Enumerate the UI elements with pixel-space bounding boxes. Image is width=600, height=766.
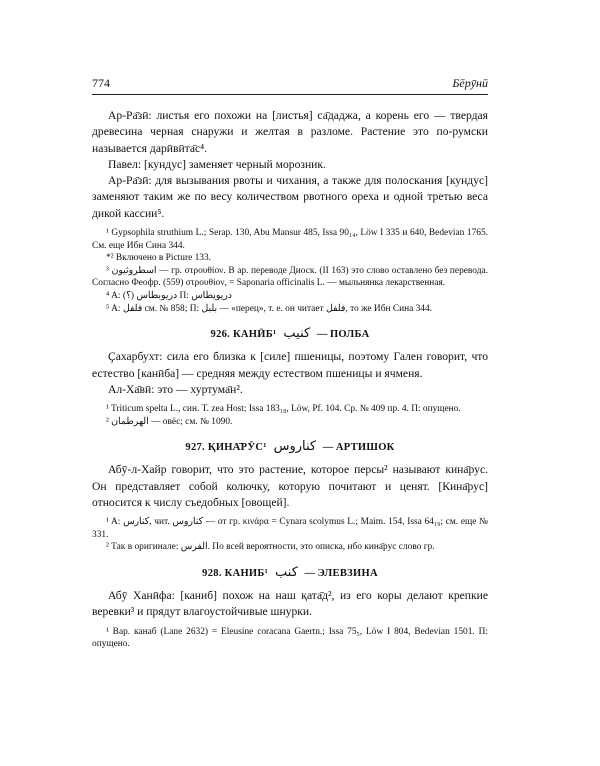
page-body xyxy=(92,108,488,651)
footnote: ² Так в оригинале: الفرس. По всей вероятности, это описка, ибо кина̄рус слово гр. xyxy=(106,542,435,553)
footnote: ¹ Triticum spelta L., син. T. zea Host; Issa 183₁₈, Löw, Pf. 104. Ср. № 409 пр. 4. П: опущено. xyxy=(106,404,461,415)
paragraph: Ар-Ра̄зӣ: для вызывания рвоты и чихания, а также для полоскания [кундус] заменяют таким же по весу количеством рвотного ореха и одной третью веса дикой кассии⁵. xyxy=(92,174,488,220)
header-rule xyxy=(92,94,488,95)
footnote: ⁵ A: فلفل см. № 858; П: بلبل — «перец», т. е. он читает فلفل, то же Ибн Сина 344. xyxy=(106,303,433,314)
footnote: *² Включено в Picture 133. xyxy=(106,253,211,264)
entry-heading-title: 928. КАНИБ¹ xyxy=(202,567,269,579)
page-header xyxy=(92,76,488,94)
entry-heading-translation: — ЭЛЕВЗИНА xyxy=(304,567,378,579)
paragraph: Ал-Ха̄вӣ: это — хуртума̄н². xyxy=(108,382,243,396)
paragraph: Ар-Ра̄зӣ: листья его похожи на [листья] са̄даджа, а корень его — твердая древесина черная снаружи и желтая в разломе. Растение это по-румски называется дарӣвӣта̄с⁴. xyxy=(92,109,488,155)
entry-heading-title: 927. ҚИНА̄РӮС¹ xyxy=(185,442,267,454)
entry-heading-arabic: كنيب xyxy=(283,326,311,342)
entry-heading xyxy=(92,325,488,344)
footnote: ¹ A: كنارس, чит. كناروس — от гр. κινάρα = Cynara scolymus L.; Maim. 154, Issa 64₁₉; см. еще № 331. xyxy=(92,517,488,540)
footnote: ¹ Вар. канаб (Lane 2632) = Eleusine coracana Gaertn.; Issa 75₅, Löw I 804, Bedevian 1501. П: опущено. xyxy=(92,626,488,650)
footnote: ⁴ A: (؟) دريوبطاس П: دريويطاس xyxy=(106,291,232,302)
entry-heading-arabic: كنب xyxy=(275,564,298,580)
page-number: 774 xyxy=(92,76,110,90)
footnote: ¹ Gypsophila struthium L.; Serap. 130, Abu Mansur 485, Issa 90₁₄, Löw I 335 и 640, Bedevian 1765. См. еще Ибн Сина 344. xyxy=(92,228,488,251)
paragraph: Абӯ Ханӣфа: [каниб] похож на наш қата̄д², из его коры делают крепкие веревки³ и прядут влагоустойчивые шнурки. xyxy=(92,588,488,619)
footnote: ² الهرطمان — овёс; см. № 1090. xyxy=(106,416,233,427)
paragraph: Абӯ-л-Хайр говорит, что это растение, которое персы² называют кина̄рус. Он представляет собой колючку, которую почитают и ценят. [Кина̄рус] относится к числу съедобных [овощей]. xyxy=(92,463,488,509)
paragraph: Павел: [кундус] заменяет черный морозник. xyxy=(108,157,326,171)
entry-heading xyxy=(92,438,488,457)
footnote: ³ اسطروثيون — гр. στρουθίον. В ар. переводе Диоск. (II 163) это слово оставлено без перевода. Согласно Феофр. (559) στρουθίον, = Saponaria officinalis L. — мыльнянка лекарственная. xyxy=(92,265,488,289)
paragraph: Ҫахарбухт: сила его близка к [силе] пшеницы, поэтому Гален говорит, что естество [канӣба] — средняя между естеством пшеницы и ячменя. xyxy=(92,350,488,380)
entry-heading xyxy=(92,564,488,583)
entry-heading-translation: — ПОЛБА xyxy=(316,329,370,341)
running-title: Бēрӯнӣ xyxy=(452,76,488,90)
entry-heading-arabic: كناروس xyxy=(273,439,317,455)
entry-heading-title: 926. КАНӢБ¹ xyxy=(210,329,277,341)
entry-heading-translation: — АРТИШОК xyxy=(322,442,395,454)
